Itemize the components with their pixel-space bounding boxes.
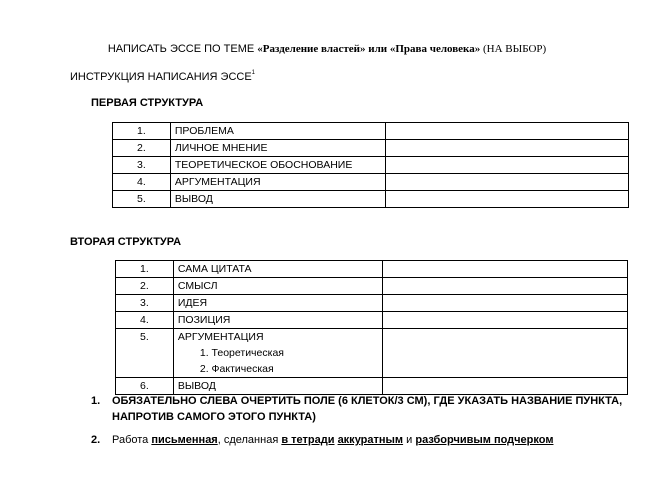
title-prefix: НАПИСАТЬ ЭССЕ ПО ТЕМЕ (107, 43, 258, 55)
title-topic-1: «Разделение властей» (257, 43, 366, 55)
table-row (113, 123, 629, 140)
answer-cell (382, 312, 627, 329)
row-number: 3. (116, 295, 174, 312)
answer-cell (385, 191, 628, 208)
note-emphasis: разборчивым подчерком (415, 434, 554, 446)
row-number: 1. (116, 261, 174, 278)
answer-cell (382, 261, 627, 278)
table-row (113, 191, 629, 208)
page-title (0, 43, 654, 55)
table-row (113, 140, 629, 157)
row-label: СМЫСЛ (173, 278, 382, 295)
row-number: 2. (113, 140, 171, 157)
answer-cell (385, 140, 628, 157)
row-label: ВЫВОД (173, 378, 382, 395)
title-or: или (365, 43, 390, 55)
table-row (116, 278, 628, 295)
sub-item: 2. Фактическая (199, 363, 274, 375)
structure2-heading: ВТОРАЯ СТРУКТУРА (70, 236, 182, 248)
row-label: ПОЗИЦИЯ (173, 312, 382, 329)
title-topic-2: «Права человека» (389, 43, 481, 55)
note-text-part: , сделанная (217, 434, 282, 446)
note-item (70, 432, 630, 448)
answer-cell (385, 174, 628, 191)
note-text-part: Работа (112, 434, 152, 446)
answer-cell (382, 378, 627, 395)
row-number: 1. (113, 123, 171, 140)
row-number: 4. (113, 174, 171, 191)
row-number: 5. (113, 191, 171, 208)
note-number: 1. (91, 395, 101, 407)
note-text: ОБЯЗАТЕЛЬНО СЛЕВА ОЧЕРТИТЬ ПОЛЕ (6 КЛЕТОК/3 СМ), ГДЕ УКАЗАТЬ НАЗВАНИЕ ПУНКТА, НАПРОТИВ САМОГО ЭТОГО ПУНКТА) (112, 395, 623, 423)
row-label: САМА ЦИТАТА (173, 261, 382, 278)
table-row (116, 378, 628, 395)
structure2-table (115, 260, 628, 395)
answer-cell (382, 329, 627, 378)
row-label: ТЕОРЕТИЧЕСКОЕ ОБОСНОВАНИЕ (170, 157, 385, 174)
table-row (116, 312, 628, 329)
row-number: 3. (113, 157, 171, 174)
row-label: ПРОБЛЕМА (170, 123, 385, 140)
note-number: 2. (91, 434, 101, 446)
table-row (116, 261, 628, 278)
note-emphasis: в тетради (281, 434, 335, 446)
table-row (113, 174, 629, 191)
answer-cell (382, 278, 627, 295)
table-row (116, 329, 628, 378)
row-number: 6. (116, 378, 174, 395)
answer-cell (385, 123, 628, 140)
note-emphasis: письменная (151, 434, 218, 446)
notes-list (70, 393, 630, 455)
row-number: 4. (116, 312, 174, 329)
structure1-table (112, 122, 629, 208)
title-suffix: (НА ВЫБОР) (480, 43, 547, 55)
note-text-part: и (403, 434, 416, 446)
row-number: 2. (116, 278, 174, 295)
row-label: ЛИЧНОЕ МНЕНИЕ (170, 140, 385, 157)
row-label: ИДЕЯ (173, 295, 382, 312)
answer-cell (385, 157, 628, 174)
instruction-heading (70, 71, 255, 83)
row-label: АРГУМЕНТАЦИЯ (170, 174, 385, 191)
instruction-footnote: 1 (251, 70, 256, 76)
sub-item: 1. Теоретическая (199, 347, 284, 359)
table-row (113, 157, 629, 174)
row-label: АРГУМЕНТАЦИЯ (177, 331, 264, 343)
row-label-group (173, 329, 382, 378)
structure1-heading: ПЕРВАЯ СТРУКТУРА (91, 97, 204, 109)
instruction-text: ИНСТРУКЦИЯ НАПИСАНИЯ ЭССЕ (70, 71, 252, 83)
note-emphasis: аккуратным (337, 434, 404, 446)
answer-cell (382, 295, 627, 312)
table-row (116, 295, 628, 312)
row-label: ВЫВОД (170, 191, 385, 208)
row-number: 5. (116, 329, 174, 378)
note-item (70, 393, 630, 425)
